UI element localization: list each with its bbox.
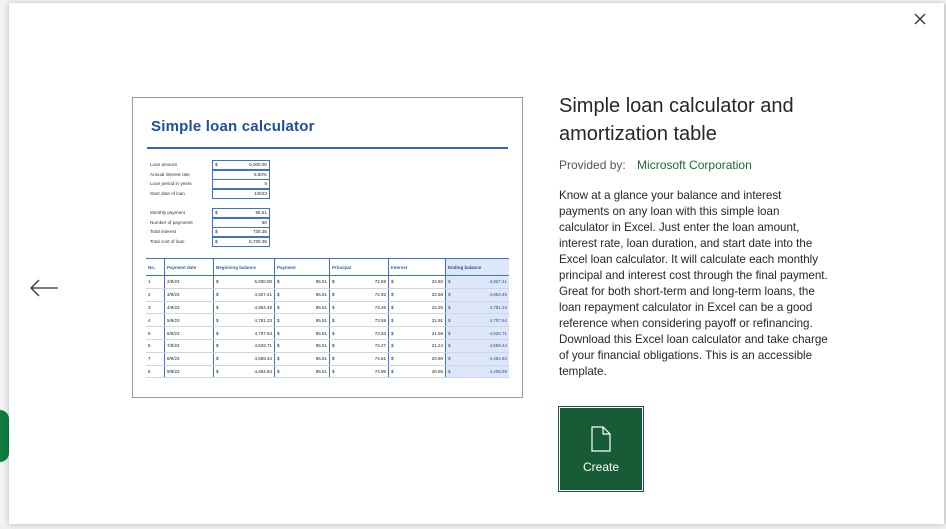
table-cell: $ 4,927.41 — [446, 276, 510, 289]
table-cell: $ 4,484.84 — [214, 365, 275, 378]
arrow-left-icon — [29, 279, 59, 297]
table-cell: 2/9/23 — [165, 276, 214, 289]
summary-label: Number of payments — [150, 219, 193, 225]
previous-template-button[interactable] — [27, 271, 61, 305]
summary-row — [150, 208, 272, 218]
table-cell: $ 74.95 — [330, 365, 389, 378]
close-icon — [914, 13, 926, 25]
input-value-box: $ 5,000.00 — [212, 160, 270, 170]
provided-by-label: Provided by: — [559, 158, 626, 172]
preview-title: Simple loan calculator — [151, 118, 315, 135]
table-cell: $ 22.92 — [389, 276, 446, 289]
summary-row — [150, 227, 272, 237]
table-cell: $ 95.51 — [275, 327, 330, 340]
create-button[interactable] — [559, 407, 643, 491]
table-row — [146, 339, 509, 352]
table-cell: $ 95.51 — [275, 352, 330, 365]
input-label: Loan period in years — [150, 181, 192, 186]
column-header: Ending balance — [446, 259, 510, 276]
table-cell: $ 4,633.71 — [214, 339, 275, 352]
table-cell: $ 4,854.49 — [214, 301, 275, 314]
table-cell: $ 4,781.23 — [214, 314, 275, 327]
close-button[interactable] — [910, 9, 930, 29]
table-cell: 8 — [146, 365, 165, 378]
table-cell: $ 20.90 — [389, 352, 446, 365]
table-cell: 6 — [146, 339, 165, 352]
amortization-table — [146, 258, 509, 378]
table-cell: $ 95.51 — [275, 301, 330, 314]
background-accent — [0, 410, 9, 462]
table-cell: $ 73.93 — [330, 327, 389, 340]
background-sheet-bottom — [0, 524, 946, 529]
template-preview-dialog — [9, 3, 944, 524]
table-cell: $ 95.51 — [275, 288, 330, 301]
table-cell: $ 22.58 — [389, 288, 446, 301]
summary-value-box: $ 95.51 — [212, 208, 270, 218]
input-label: Start date of loan — [150, 190, 185, 196]
table-header-row — [146, 259, 509, 276]
table-row — [146, 352, 509, 365]
input-label: Annual interest rate — [150, 171, 190, 177]
table-cell: 9/9/23 — [165, 365, 214, 378]
template-thumbnail — [132, 97, 523, 398]
input-row — [150, 160, 272, 170]
loan-inputs — [150, 160, 272, 198]
table-cell: 7 — [146, 352, 165, 365]
table-row — [146, 301, 509, 314]
table-row — [146, 314, 509, 327]
table-row — [146, 327, 509, 340]
table-cell: 3/9/23 — [165, 288, 214, 301]
create-button-label: Create — [582, 460, 620, 474]
table-cell: $ 5,000.00 — [214, 276, 275, 289]
table-cell: 1 — [146, 276, 165, 289]
table-row — [146, 365, 509, 378]
table-cell: 4/9/23 — [165, 301, 214, 314]
table-cell: $ 74.61 — [330, 352, 389, 365]
table-cell: $ 95.51 — [275, 365, 330, 378]
table-cell: $ 4,707.64 — [446, 314, 510, 327]
table-cell: $ 4,559.44 — [214, 352, 275, 365]
input-row — [150, 179, 272, 189]
summary-label: Total interest — [150, 229, 177, 234]
amortization-table-body — [146, 276, 509, 378]
document-icon — [591, 426, 611, 452]
summary-value-box: 60 — [212, 218, 270, 228]
table-cell: 7/9/23 — [165, 339, 214, 352]
template-details — [559, 92, 839, 380]
column-header: Payment date — [165, 259, 214, 276]
input-label: Loan amount — [150, 162, 177, 167]
provider-line — [559, 158, 839, 172]
table-cell: $ 95.51 — [275, 276, 330, 289]
table-cell: 4 — [146, 314, 165, 327]
summary-row — [150, 218, 272, 228]
input-value-box: 1/9/23 — [212, 189, 270, 199]
table-cell: $ 73.26 — [330, 301, 389, 314]
summary-value-box: $ 730.35 — [212, 227, 270, 237]
table-row — [146, 276, 509, 289]
table-cell: $ 21.58 — [389, 327, 446, 340]
table-cell: $ 72.59 — [330, 276, 389, 289]
table-cell: $ 73.59 — [330, 314, 389, 327]
summary-value-box: $ 5,730.35 — [212, 237, 270, 247]
table-cell: $ 4,854.49 — [446, 288, 510, 301]
column-header: No. — [146, 259, 165, 276]
column-header: Beginning balance — [214, 259, 275, 276]
table-cell: $ 4,559.44 — [446, 339, 510, 352]
column-header: Payment — [275, 259, 330, 276]
input-row — [150, 170, 272, 180]
input-value-box: 5.50% — [212, 170, 270, 180]
table-cell: $ 21.24 — [389, 339, 446, 352]
summary-label: Monthly payment — [150, 210, 185, 215]
table-cell: $ 4,927.41 — [214, 288, 275, 301]
table-cell: $ 22.25 — [389, 301, 446, 314]
column-header: Principal — [330, 259, 389, 276]
summary-label: Total cost of loan — [150, 238, 185, 244]
input-row — [150, 189, 272, 199]
table-cell: $ 20.56 — [389, 365, 446, 378]
loan-summary — [150, 208, 272, 246]
table-cell: $ 4,707.64 — [214, 327, 275, 340]
preview-title-rule — [147, 147, 508, 149]
column-header: Interest — [389, 259, 446, 276]
template-title: Simple loan calculator and amortization table — [559, 95, 794, 145]
table-cell: $ 74.27 — [330, 339, 389, 352]
table-row — [146, 288, 509, 301]
table-cell: 3 — [146, 301, 165, 314]
table-cell: 5 — [146, 327, 165, 340]
template-description: Know at a glance your balance and interest payments on any loan with this simple loan calculator in Excel. Just enter the loan amount, interest rate, loan duration, and start date into the Excel loan calculator. It will calculate each monthly principal and interest cost through the final payment. Great for both short-term and long-term loans, the loan repayment calculator in Excel can be a good reference when considering payoff or refinancing. Download this Excel loan calculator and take charge of your financial obligations. This is an accessible template. — [559, 189, 828, 378]
table-cell: 8/9/23 — [165, 352, 214, 365]
table-cell: $ 72.92 — [330, 288, 389, 301]
summary-row — [150, 237, 272, 247]
table-cell: $ 4,633.71 — [446, 327, 510, 340]
input-value-box: 5 — [212, 179, 270, 189]
table-cell: $ 4,781.23 — [446, 301, 510, 314]
table-cell: 6/9/23 — [165, 327, 214, 340]
provider-name: Microsoft Corporation — [637, 158, 752, 172]
table-cell: 5/9/23 — [165, 314, 214, 327]
table-cell: $ 95.51 — [275, 314, 330, 327]
table-cell: $ 95.51 — [275, 339, 330, 352]
table-cell: $ 4,484.84 — [446, 352, 510, 365]
table-cell: 2 — [146, 288, 165, 301]
table-cell: $ 21.91 — [389, 314, 446, 327]
table-cell: $ 4,409.89 — [446, 365, 510, 378]
